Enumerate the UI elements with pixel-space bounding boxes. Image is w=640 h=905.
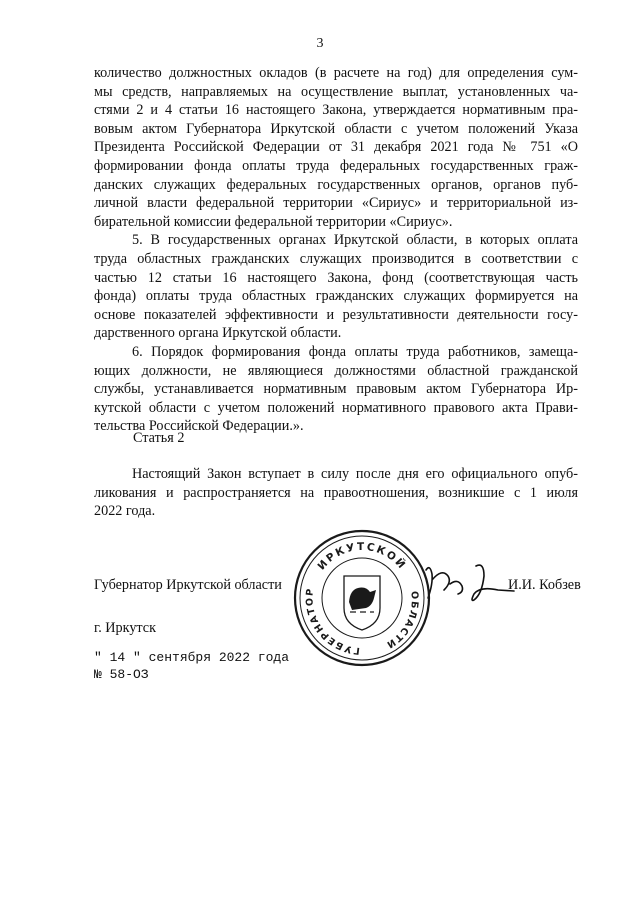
text-line: бирательной комиссии федеральной территории «Сириус». — [94, 213, 453, 230]
text-line: мы средств, направляемых на осуществление выплат, установленных ча- — [94, 83, 578, 100]
text-line: ющих должности, не являющиеся должностями областной гражданской — [94, 362, 578, 379]
text-line: труда областных гражданских служащих производится в соответствии с — [94, 250, 578, 267]
law-number: № 58-ОЗ — [94, 667, 149, 682]
text-line: фонда) оплаты труда областных гражданских служащих формируется на — [94, 288, 578, 305]
signer-name: И.И. Кобзев — [508, 577, 581, 593]
text-line: 2022 года. — [94, 503, 156, 520]
body-text — [94, 64, 578, 436]
text-line: ликования и распространяется на правоотношения, возникшие с 1 июля — [94, 484, 578, 501]
body-text-final — [94, 465, 578, 521]
date-line: " 14 " сентября 2022 года — [94, 650, 290, 665]
text-line: формировании фонда оплаты труда федеральных государственных граж- — [94, 157, 578, 174]
text-line: тельства Российской Федерации.». — [94, 418, 304, 435]
text-line: количество должностных окладов (в расчете на год) для определения сум- — [94, 65, 578, 81]
page-number: 3 — [316, 36, 324, 51]
coat-of-arms-icon — [344, 576, 380, 630]
text-line: дарственного органа Иркутской области. — [94, 325, 342, 342]
city: г. Иркутск — [94, 620, 156, 636]
seal-text-top: ИРКУТСКОЙ — [315, 540, 409, 573]
text-line: личной власти федеральной территории «Сириус» и территориальной из- — [94, 195, 578, 212]
text-line: Настоящий Закон вступает в силу после дня его официального опуб- — [132, 466, 578, 482]
text-line: службы, устанавливается нормативным правовым актом Губернатора Ир- — [94, 381, 578, 398]
text-line: данских служащих федеральных государственных органов, органов пуб- — [94, 176, 578, 193]
signature-label: Губернатор Иркутской области — [94, 577, 282, 593]
text-line: частью 12 статьи 16 настоящего Закона, фонд (соответствующая часть — [94, 269, 578, 286]
text-line: стями 2 и 4 статьи 16 настоящего Закона, утверждается нормативным пра- — [94, 102, 578, 119]
text-line: основе показателей эффективности и результативности деятельности госу- — [94, 306, 578, 323]
text-line: 6. Порядок формирования фонда оплаты труда работников, замеща- — [132, 343, 578, 360]
text-line: 5. В государственных органах Иркутской области, в которых оплата — [132, 232, 578, 249]
text-line: вовым актом Губернатора Иркутской области с учетом положений Указа — [94, 120, 578, 137]
text-line: Президента Российской Федерации от 31 декабря 2021 года № 751 «О — [94, 139, 578, 156]
text-line: кутской области с учетом положений нормативного правового акта Прави- — [94, 399, 578, 416]
article-heading: Статья 2 — [133, 430, 185, 446]
official-seal — [292, 528, 432, 668]
seal-text-left: ГУБЕРНАТОР — [304, 586, 361, 657]
handwritten-signature — [418, 560, 518, 606]
seal-text-right: ОБЛАСТИ — [383, 590, 421, 651]
